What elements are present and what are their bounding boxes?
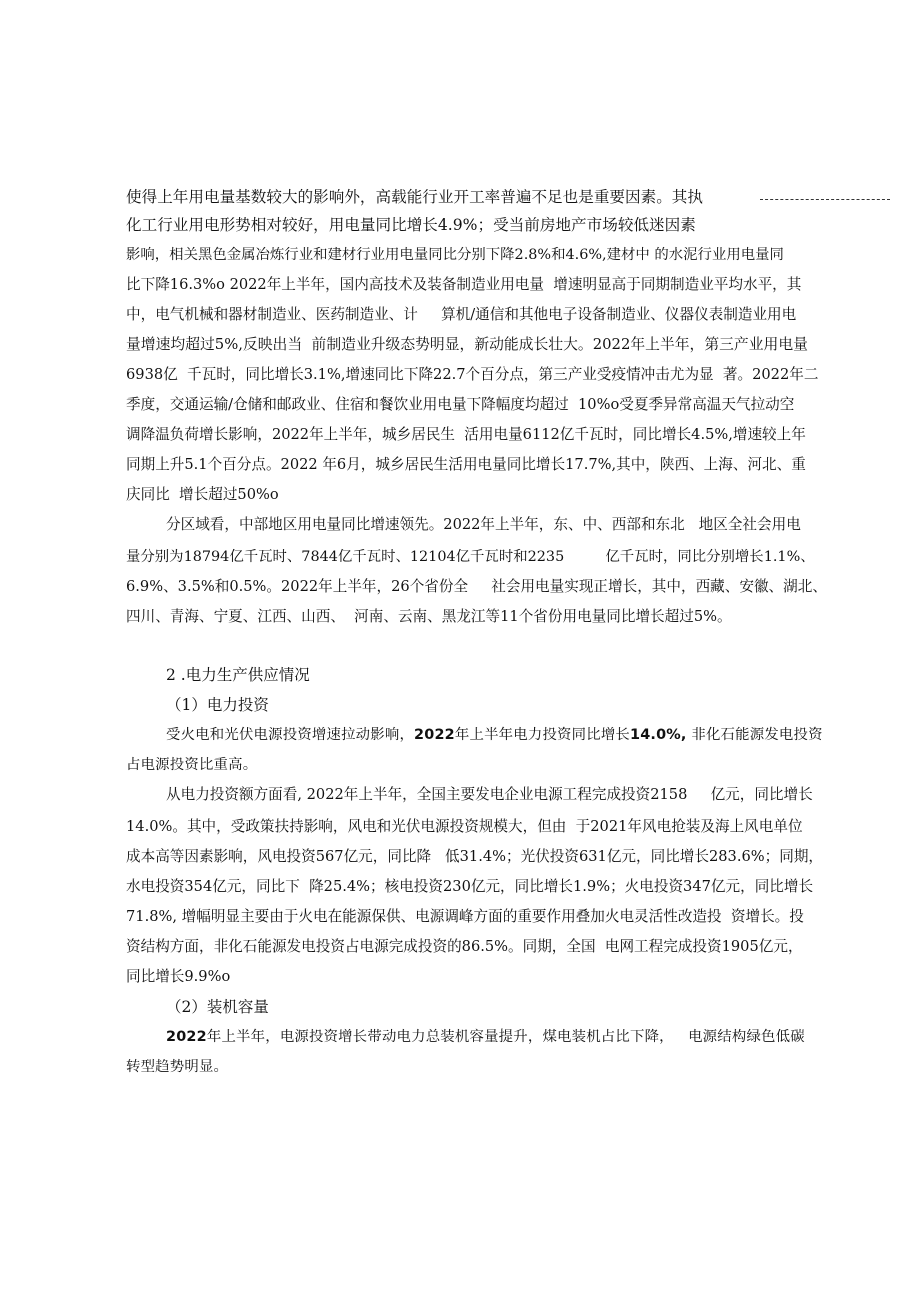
text-line: 化工行业用电形势相对较好，用电量同比增长4.9%；受当前房地产市场较低迷因素	[126, 216, 696, 234]
text-line: 成本高等因素影响，风电投资567亿元，同比降 低31.4%；光伏投资631亿元，同比增长283.6%；同期，	[126, 848, 824, 865]
text-line: 调降温负荷增长影响，2022年上半年，城乡居民生 活用电量6112亿千瓦时，同比增长4.5%,增速较上年	[126, 426, 806, 443]
text-line: 量分别为18794亿千瓦时、7844亿千瓦时、12104亿千瓦时和2235 亿千瓦时，同比分别增长1.1%、	[126, 549, 815, 565]
summary-text: 年上半年电力投资同比增长	[454, 727, 630, 743]
text-line: 同比增长9.9%o	[126, 968, 231, 985]
summary-line: 占电源投资比重高。	[126, 757, 258, 773]
text-line: 分区域看，中部地区用电量同比增速领先。2022年上半年，东、中、西部和东北 地区全社会用电	[166, 516, 801, 533]
summary-line	[166, 1026, 805, 1048]
text-line: 资结构方面，非化石能源发电投资占电源完成投资的86.5%。同期，全国 电网工程完成投资1905亿元，	[126, 938, 803, 955]
summary-percent: 14.0%,	[630, 727, 687, 743]
text-line: 水电投资354亿元，同比下 降25.4%；核电投资230亿元，同比增长1.9%；火电投资347亿元，同比增长	[126, 878, 814, 895]
text-line: 庆同比 增长超过50%o	[126, 486, 279, 503]
text-line: 6938亿 千瓦时，同比增长3.1%,增速同比下降22.7个百分点，第三产业受疫情冲击尤为显 著。2022年二	[126, 366, 819, 383]
section-heading: 2 .电力生产供应情况	[166, 666, 310, 684]
summary-text: 非化石能源发电投资	[686, 727, 823, 743]
dashed-rule	[760, 199, 890, 200]
summary-year: 2022	[414, 727, 455, 743]
text-line: 中，电气机械和器材制造业、医药制造业、计 算机/通信和其他电子设备制造业、仪器仪表制造业用电	[126, 306, 797, 323]
text-line: 14.0%。其中，受政策扶持影响，风电和光伏电源投资规模大，但由 于2021年风电抢装及海上风电单位	[126, 818, 803, 835]
summary-line: 转型趋势明显。	[126, 1059, 229, 1075]
summary-text: 年上半年，电源投资增长带动电力总装机容量提升，煤电装机占比下降， 电源结构绿色低碳	[206, 1029, 805, 1045]
subsection-heading: （2）装机容量	[166, 998, 269, 1016]
text-line: 71.8%, 增幅明显主要由于火电在能源保供、电源调峰方面的重要作用叠加火电灵活性改造投 资增长。投	[126, 908, 804, 925]
text-line: 四川、青海、宁夏、江西、山西、 河南、云南、黑龙江等11个省份用电量同比增长超过5%。	[126, 608, 732, 625]
text-line: 影响，相关黑色金属冶炼行业和建材行业用电量同比分别下降2.8%和4.6%,建材中 的水泥行业用电量同	[126, 247, 784, 263]
subsection-heading: （1）电力投资	[166, 696, 269, 714]
text-line: 6.9%、3.5%和0.5%。2022年上半年，26个省份全 社会用电量实现正增长，其中，西藏、安徽、湖北、	[126, 578, 827, 595]
summary-year: 2022	[166, 1029, 207, 1045]
text-line: 量增速均超过5%,反映出当 前制造业升级态势明显，新动能成长壮大。2022年上半年，第三产业用电量	[126, 336, 808, 353]
text-line: 比下降16.3%o 2022年上半年，国内高技术及装备制造业用电量 增速明显高于同期制造业平均水平，其	[126, 276, 802, 293]
summary-line	[166, 724, 823, 746]
summary-text: 受火电和光伏电源投资增速拉动影响，	[166, 727, 415, 743]
text-line: 同期上升5.1个百分点。2022 年6月，城乡居民生活用电量同比增长17.7%,其中，陕西、上海、河北、重	[126, 456, 806, 473]
text-line: 从电力投资额方面看, 2022年上半年，全国主要发电企业电源工程完成投资2158 亿元，同比增长	[166, 786, 813, 803]
text-line: 使得上年用电量基数较大的影响外，高载能行业开工率普遍不足也是重要因素。其执	[126, 188, 703, 206]
text-line: 季度，交通运输/仓储和邮政业、住宿和餐饮业用电量下降幅度均超过 10%o受夏季异常高温天气拉动空	[126, 396, 795, 413]
